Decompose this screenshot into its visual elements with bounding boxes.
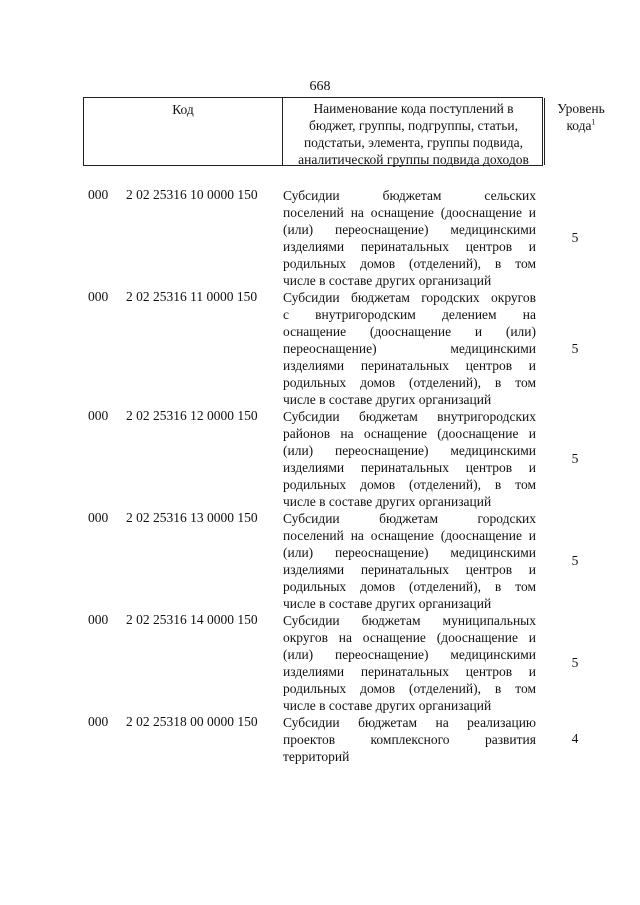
- row-prefix: 000: [88, 612, 109, 627]
- row-name-line: числе в составе других организаций: [283, 698, 492, 713]
- header-name-line: подстатьи, элемента, группы подвида,: [303, 135, 524, 150]
- row-name: [283, 408, 536, 510]
- header-level: [546, 100, 616, 134]
- row-code: 2 02 25316 11 0000 150: [126, 289, 258, 304]
- row-name-line: числе в составе других организаций: [283, 392, 492, 407]
- table-header: [83, 97, 605, 167]
- header-name-line: Наименование кода поступлений в: [313, 101, 514, 116]
- row-name-line: районов на оснащение (дооснащение и: [283, 426, 536, 441]
- row-name-line: с внутригородским делением на: [283, 307, 536, 322]
- row-code: 2 02 25316 12 0000 150: [126, 408, 258, 423]
- row-name: [283, 187, 536, 289]
- header-name-line: бюджет, группы, подгруппы, статьи,: [309, 118, 518, 133]
- header-level-text: кода: [566, 118, 592, 133]
- row-name-line: родильных домов (отделений), в том: [283, 477, 536, 492]
- row-name-line: территорий: [283, 749, 350, 764]
- row-level: 5: [571, 655, 579, 670]
- row-prefix: 000: [88, 510, 109, 525]
- row-code: 2 02 25316 13 0000 150: [126, 510, 258, 525]
- row-name: [283, 714, 536, 765]
- row-name-line: (или) переоснащение) медицинскими: [283, 545, 536, 560]
- row-name-line: округов на оснащение (дооснащение и: [283, 630, 536, 645]
- row-name-line: поселений на оснащение (дооснащение и: [283, 205, 536, 220]
- row-level: 4: [571, 731, 579, 746]
- row-code: 2 02 25316 14 0000 150: [126, 612, 258, 627]
- row-name-line: родильных домов (отделений), в том: [283, 256, 536, 271]
- row-code: 2 02 25316 10 0000 150: [126, 187, 258, 202]
- row-level: 5: [571, 230, 579, 245]
- row-prefix: 000: [88, 289, 109, 304]
- row-level: 5: [571, 341, 579, 356]
- row-prefix: 000: [88, 187, 109, 202]
- row-level: 5: [571, 553, 579, 568]
- row-name-line: родильных домов (отделений), в том: [283, 681, 536, 696]
- row-prefix: 000: [88, 408, 109, 423]
- row-name: [283, 289, 536, 408]
- row-prefix: 000: [88, 714, 109, 729]
- row-name: [283, 510, 536, 612]
- row-name-line: (или) переоснащение) медицинскими: [283, 647, 536, 662]
- row-name: [283, 612, 536, 714]
- row-name-line: числе в составе других организаций: [283, 494, 492, 509]
- row-name-line: родильных домов (отделений), в том: [283, 375, 536, 390]
- header-level-line2: [546, 117, 616, 134]
- row-name-line: Субсидии бюджетам муниципальных: [283, 613, 536, 628]
- header-name-line: аналитической группы подвида доходов: [298, 152, 529, 167]
- row-name-line: Субсидии бюджетам на реализацию: [283, 715, 536, 730]
- row-name-line: изделиями перинатальных центров и: [283, 460, 536, 475]
- row-level: 5: [571, 451, 579, 466]
- row-name-line: (или) переоснащение) медицинскими: [283, 222, 536, 237]
- header-name: [283, 98, 545, 165]
- row-name-line: числе в составе других организаций: [283, 596, 492, 611]
- row-name-line: числе в составе других организаций: [283, 273, 492, 288]
- page-number: 668: [309, 79, 331, 94]
- row-name-line: Субсидии бюджетам сельских: [283, 188, 536, 203]
- row-name-line: проектов комплексного развития: [283, 732, 536, 747]
- header-code: Код: [84, 98, 283, 165]
- row-name-line: Субсидии бюджетам городских: [283, 511, 536, 526]
- header-level-line1: Уровень: [557, 101, 605, 116]
- row-name-line: переоснащение) медицинскими: [283, 341, 536, 356]
- row-name-line: Субсидии бюджетам внутригородских: [283, 409, 536, 424]
- row-name-line: изделиями перинатальных центров и: [283, 664, 536, 679]
- row-name-line: родильных домов (отделений), в том: [283, 579, 536, 594]
- footnote-marker: 1: [591, 117, 596, 127]
- row-name-line: Субсидии бюджетам городских округов: [283, 290, 536, 305]
- row-name-line: оснащение (дооснащение и (или): [283, 324, 536, 339]
- row-name-line: изделиями перинатальных центров и: [283, 562, 536, 577]
- row-name-line: изделиями перинатальных центров и: [283, 358, 536, 373]
- row-name-line: изделиями перинатальных центров и: [283, 239, 536, 254]
- row-name-line: поселений на оснащение (дооснащение и: [283, 528, 536, 543]
- row-code: 2 02 25318 00 0000 150: [126, 714, 258, 729]
- row-name-line: (или) переоснащение) медицинскими: [283, 443, 536, 458]
